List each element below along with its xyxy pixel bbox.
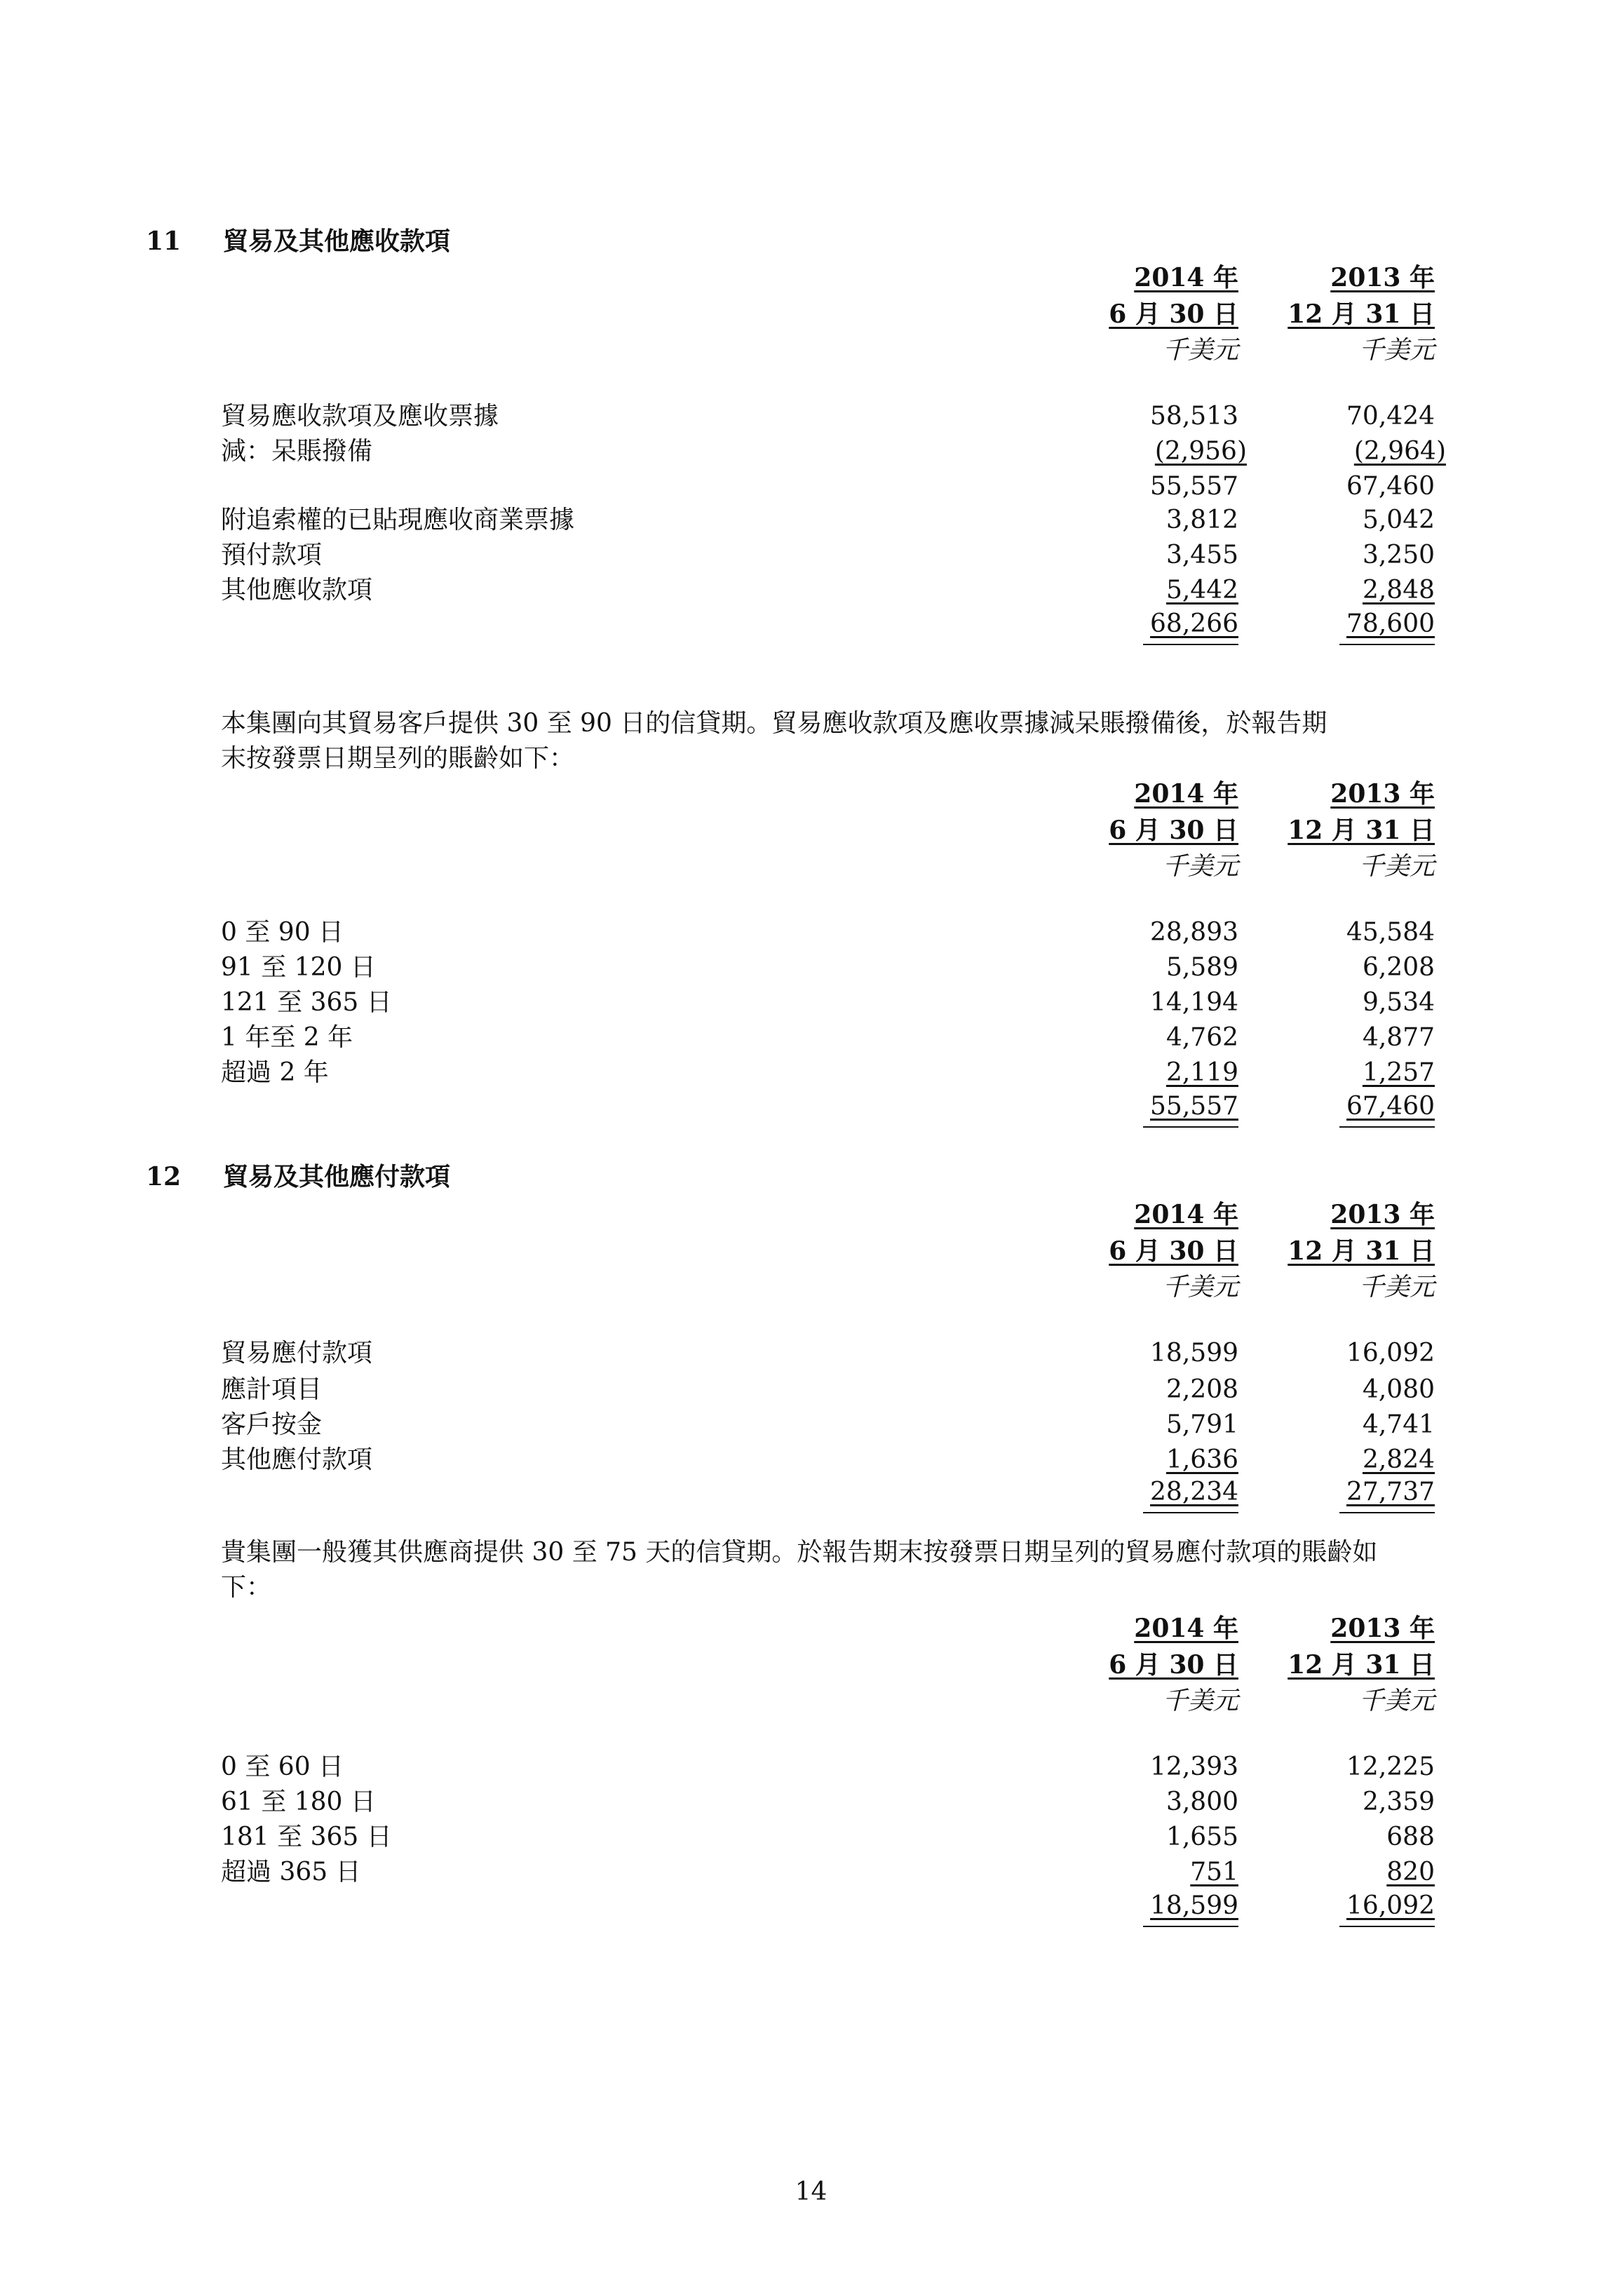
aging-value-2013: 9,534 [1362, 988, 1435, 1017]
aging-value-2014: 751 [1190, 1858, 1238, 1886]
row-value-2014: 3,812 [1165, 506, 1238, 534]
header-year-2013: 2013 年 [1330, 1200, 1435, 1229]
total-value-2014: 28,234 [1150, 1478, 1238, 1506]
row-label: 減：呆賬撥備 [221, 437, 373, 466]
row-value-2013: 70,424 [1346, 402, 1435, 431]
row-label: 其他應收款項 [221, 576, 373, 605]
aging-value-2014: 2,119 [1165, 1058, 1238, 1087]
aging-value-2013: 12,225 [1346, 1753, 1435, 1781]
row-value-2013: 4,080 [1362, 1375, 1435, 1404]
header-year-2013: 2013 年 [1330, 779, 1435, 809]
row-value-2014: (2,956) [1154, 437, 1247, 466]
double-underline [1143, 1512, 1238, 1513]
page-number: 14 [795, 2177, 827, 2206]
row-value-2014: 5,442 [1165, 576, 1238, 605]
aging-value-2013: 45,584 [1346, 918, 1435, 947]
header-year-2014: 2014 年 [1134, 779, 1238, 809]
header-year-2014: 2014 年 [1134, 1200, 1238, 1229]
aging-total-2013: 67,460 [1346, 1092, 1435, 1121]
aging-label: 61 至 180 日 [221, 1788, 376, 1816]
aging-label: 1 年至 2 年 [221, 1023, 353, 1052]
aging-label: 0 至 90 日 [221, 918, 344, 947]
header-unit: 千美元 [1162, 1687, 1238, 1715]
aging-value-2013: 2,359 [1362, 1788, 1435, 1816]
double-underline [1143, 1926, 1238, 1927]
aging-value-2014: 4,762 [1165, 1023, 1238, 1052]
subtotal-value-2014: 55,557 [1150, 472, 1238, 501]
header-year-2014: 2014 年 [1134, 263, 1238, 292]
aging-value-2013: 6,208 [1362, 953, 1435, 982]
section-12-title: 貿易及其他應付款項 [223, 1162, 451, 1191]
double-underline [1339, 1126, 1435, 1128]
double-underline [1339, 1926, 1435, 1927]
section-11-number: 11 [146, 227, 182, 256]
aging-value-2014: 12,393 [1150, 1753, 1238, 1781]
row-label: 應計項目 [221, 1375, 323, 1404]
aging-value-2014: 3,800 [1165, 1788, 1238, 1816]
paragraph-line: 貴集團一般獲其供應商提供 30 至 75 天的信貸期。於報告期末按發票日期呈列的貿易應付款項的賬齡如 [221, 1538, 1378, 1567]
total-value-2013: 78,600 [1346, 609, 1435, 638]
row-value-2013: 3,250 [1362, 541, 1435, 569]
aging-value-2014: 14,194 [1150, 988, 1238, 1017]
subtotal-value-2013: 67,460 [1346, 472, 1435, 501]
row-label: 客戶按金 [221, 1410, 323, 1439]
row-value-2013: 5,042 [1362, 506, 1435, 534]
header-unit: 千美元 [1358, 336, 1435, 365]
row-label: 其他應付款項 [221, 1445, 373, 1474]
paragraph-line: 末按發票日期呈列的賬齡如下： [221, 744, 575, 773]
row-label: 貿易應收款項及應收票據 [221, 402, 499, 431]
aging-value-2014: 5,589 [1165, 953, 1238, 982]
header-date-dec31: 12 月 31 日 [1288, 1236, 1435, 1266]
header-date-jun30: 6 月 30 日 [1109, 1236, 1238, 1266]
row-value-2013: (2,964) [1353, 437, 1446, 466]
header-unit: 千美元 [1358, 1687, 1435, 1715]
row-label: 貿易應付款項 [221, 1339, 373, 1368]
aging-value-2013: 4,877 [1362, 1023, 1435, 1052]
header-unit: 千美元 [1162, 852, 1238, 881]
double-underline [1143, 644, 1238, 645]
row-value-2014: 18,599 [1150, 1339, 1238, 1368]
aging-value-2014: 1,655 [1165, 1823, 1238, 1851]
row-value-2013: 16,092 [1346, 1339, 1435, 1368]
row-value-2013: 2,848 [1362, 576, 1435, 605]
aging-value-2013: 688 [1386, 1823, 1435, 1851]
aging-label: 0 至 60 日 [221, 1753, 344, 1781]
header-unit: 千美元 [1358, 852, 1435, 881]
total-value-2014: 68,266 [1150, 609, 1238, 638]
header-date-jun30: 6 月 30 日 [1109, 1650, 1238, 1680]
aging-label: 181 至 365 日 [221, 1823, 392, 1851]
total-value-2013: 27,737 [1346, 1478, 1435, 1506]
paragraph-line: 本集團向其貿易客戶提供 30 至 90 日的信貸期。貿易應收款項及應收票據減呆賬撥備後，於報告期 [221, 709, 1327, 738]
aging-label: 91 至 120 日 [221, 953, 376, 982]
aging-value-2013: 820 [1386, 1858, 1435, 1886]
aging-label: 超過 365 日 [221, 1858, 361, 1886]
row-value-2014: 5,791 [1165, 1410, 1238, 1439]
header-year-2014: 2014 年 [1134, 1614, 1238, 1643]
double-underline [1339, 644, 1435, 645]
row-value-2013: 4,741 [1362, 1410, 1435, 1439]
header-unit: 千美元 [1162, 336, 1238, 365]
row-label: 預付款項 [221, 541, 323, 569]
row-value-2014: 3,455 [1165, 541, 1238, 569]
header-date-jun30: 6 月 30 日 [1109, 299, 1238, 329]
row-label: 附追索權的已貼現應收商業票據 [221, 506, 575, 534]
aging-total-2014: 55,557 [1150, 1092, 1238, 1121]
row-value-2014: 58,513 [1150, 402, 1238, 431]
header-date-dec31: 12 月 31 日 [1288, 1650, 1435, 1680]
header-year-2013: 2013 年 [1330, 263, 1435, 292]
aging-value-2013: 1,257 [1362, 1058, 1435, 1087]
header-unit: 千美元 [1358, 1273, 1435, 1302]
section-12-number: 12 [146, 1162, 182, 1191]
row-value-2014: 2,208 [1165, 1375, 1238, 1404]
header-date-dec31: 12 月 31 日 [1288, 816, 1435, 845]
double-underline [1339, 1512, 1435, 1513]
aging-total-2014: 18,599 [1150, 1891, 1238, 1920]
header-year-2013: 2013 年 [1330, 1614, 1435, 1643]
header-date-dec31: 12 月 31 日 [1288, 299, 1435, 329]
aging-label: 121 至 365 日 [221, 988, 392, 1017]
aging-total-2013: 16,092 [1346, 1891, 1435, 1920]
aging-value-2014: 28,893 [1150, 918, 1238, 947]
header-unit: 千美元 [1162, 1273, 1238, 1302]
paragraph-line: 下： [221, 1573, 272, 1602]
header-date-jun30: 6 月 30 日 [1109, 816, 1238, 845]
row-value-2013: 2,824 [1362, 1445, 1435, 1474]
aging-label: 超過 2 年 [221, 1058, 329, 1087]
row-value-2014: 1,636 [1165, 1445, 1238, 1474]
section-11-title: 貿易及其他應收款項 [223, 227, 451, 256]
double-underline [1143, 1126, 1238, 1128]
